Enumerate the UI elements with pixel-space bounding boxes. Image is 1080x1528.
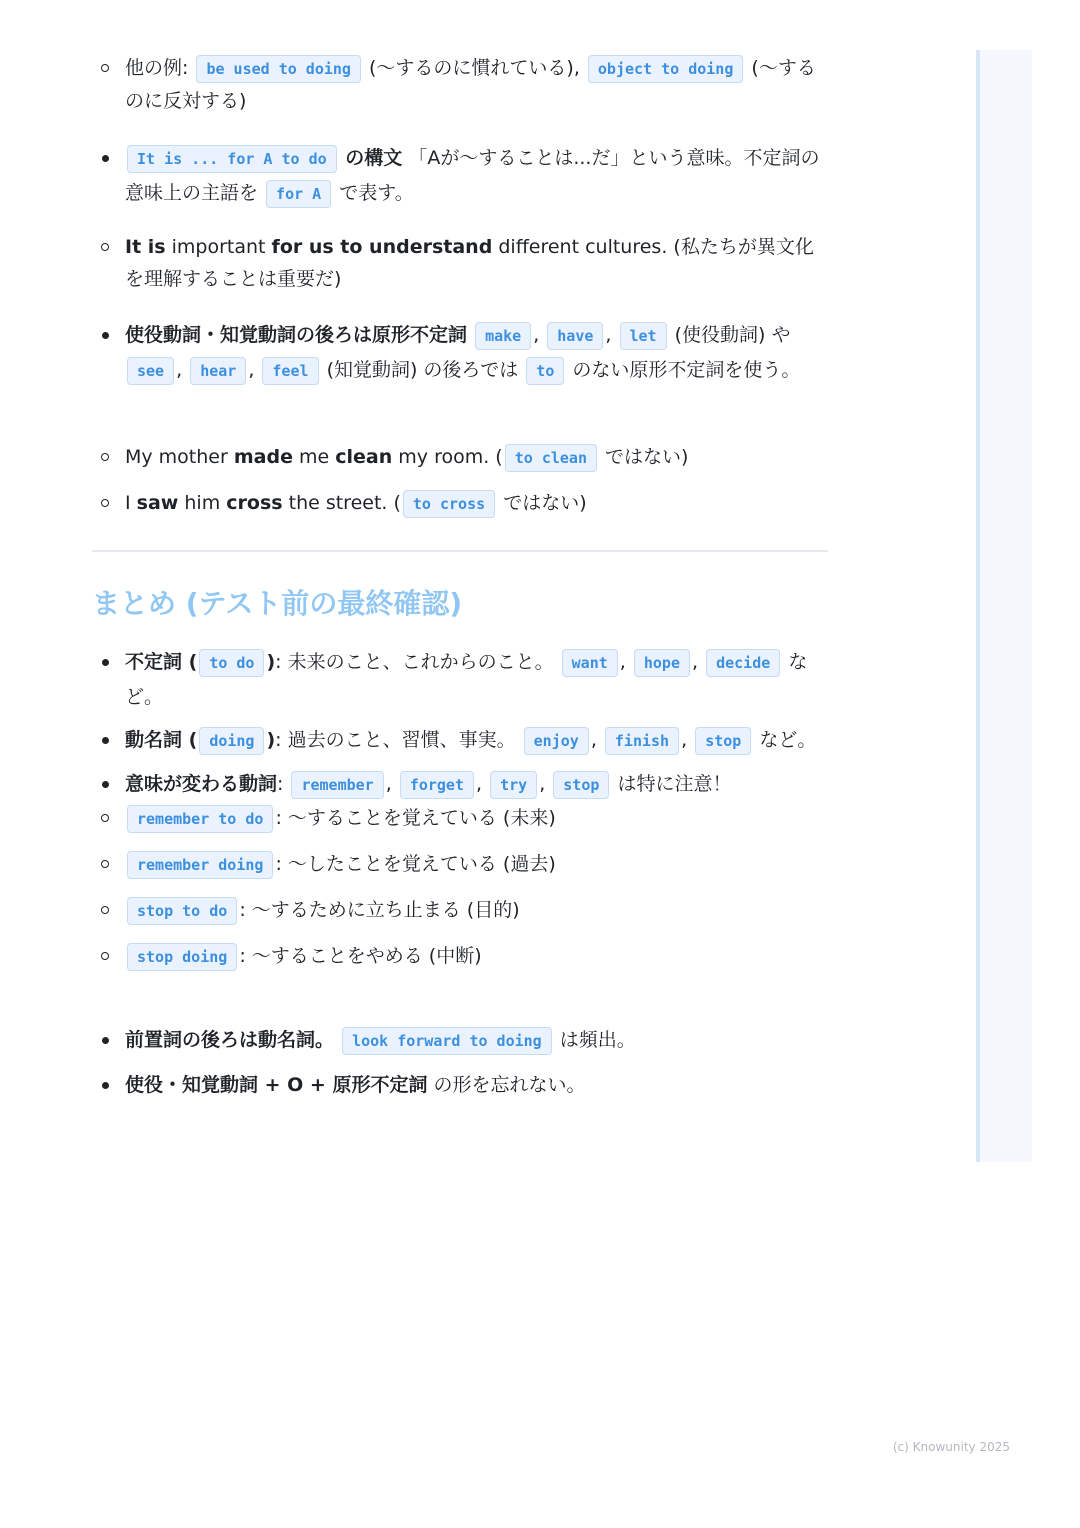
text-span: は頻出。 bbox=[553, 1029, 636, 1051]
summary-item-preposition bbox=[92, 1023, 828, 1058]
code-stop: stop bbox=[553, 771, 609, 799]
code-stop-to-do: stop to do bbox=[127, 897, 237, 925]
bold-span: 動名詞 ( bbox=[125, 729, 198, 751]
bold-span: It is bbox=[125, 236, 166, 258]
text-span: My mother bbox=[125, 446, 234, 468]
construction-example-list bbox=[92, 231, 828, 295]
text-span: : 〜したことを覚えている (過去) bbox=[275, 853, 556, 875]
causative-list bbox=[92, 318, 828, 388]
text-span: で表す。 bbox=[333, 182, 414, 204]
code-make: make bbox=[475, 322, 531, 350]
comma: , bbox=[476, 773, 483, 795]
code-it-is-for-a-to-do: It is ... for A to do bbox=[127, 145, 337, 173]
list-item bbox=[92, 894, 828, 927]
causative-example-list bbox=[92, 441, 828, 520]
text-span: I bbox=[125, 492, 137, 514]
list-item bbox=[92, 940, 828, 973]
code-to-cross: to cross bbox=[403, 490, 495, 518]
summary-list-tail bbox=[92, 1023, 828, 1102]
text-span: ではない) bbox=[598, 446, 689, 468]
text-span: my room. ( bbox=[392, 446, 503, 468]
summary-item-gerund bbox=[92, 723, 828, 758]
bold-span: 不定詞 ( bbox=[125, 651, 198, 673]
other-examples-label: 他の例: bbox=[125, 57, 195, 79]
code-see: see bbox=[127, 357, 174, 385]
code-to: to bbox=[526, 357, 564, 385]
text-span: (〜するのに慣れている), bbox=[362, 57, 586, 79]
list-item-construction bbox=[92, 141, 828, 211]
text-span: (使役動詞) や bbox=[668, 324, 791, 346]
code-feel: feel bbox=[262, 357, 318, 385]
comma: , bbox=[539, 773, 546, 795]
comma: , bbox=[248, 359, 255, 381]
list-item-causative bbox=[92, 318, 828, 388]
code-stop-doing: stop doing bbox=[127, 943, 237, 971]
section-divider bbox=[92, 550, 828, 552]
sidebar-panel bbox=[976, 50, 1032, 1162]
text-span: me bbox=[292, 446, 336, 468]
code-object-to-doing: object to doing bbox=[588, 55, 743, 83]
text-span: the street. ( bbox=[282, 492, 401, 514]
code-decide: decide bbox=[706, 649, 780, 677]
code-be-used-to-doing: be used to doing bbox=[196, 55, 361, 83]
list-item bbox=[92, 52, 828, 117]
text-span: など。 bbox=[753, 729, 817, 751]
text-span: : bbox=[277, 773, 290, 795]
code-for-a: for A bbox=[266, 180, 331, 208]
text-span: (知覚動詞) の後ろでは bbox=[320, 359, 525, 381]
code-have: have bbox=[547, 322, 603, 350]
summary-item-causative-form bbox=[92, 1068, 828, 1102]
code-enjoy: enjoy bbox=[524, 727, 589, 755]
text-span: など。 bbox=[125, 651, 808, 708]
bold-span: 使役・知覚動詞 + O + 原形不定詞 bbox=[125, 1074, 428, 1096]
text-span: : 〜することをやめる (中断) bbox=[239, 945, 482, 967]
bold-span: clean bbox=[335, 446, 393, 468]
text-span: ではない) bbox=[497, 492, 587, 514]
code-hope: hope bbox=[634, 649, 690, 677]
copyright-footer: (c) Knowunity 2025 bbox=[892, 1440, 1010, 1454]
code-want: want bbox=[562, 649, 618, 677]
text-span: important bbox=[165, 236, 272, 258]
causative-heading: 使役動詞・知覚動詞の後ろは原形不定詞 bbox=[125, 324, 468, 346]
construction-list bbox=[92, 141, 828, 211]
text-span: 「Aが〜することは...だ」という意味。不定詞の意味上の主語を bbox=[125, 147, 820, 204]
comma: , bbox=[681, 729, 688, 751]
list-item bbox=[92, 802, 828, 835]
text-span: different cultures. (私たちが異文化を理解することは重要だ) bbox=[125, 236, 814, 290]
other-examples-list bbox=[92, 52, 828, 117]
comma: , bbox=[605, 324, 612, 346]
text-span: : 〜することを覚えている (未来) bbox=[275, 807, 556, 829]
text-span: のない原形不定詞を使う。 bbox=[566, 359, 801, 381]
code-to-do: to do bbox=[199, 649, 264, 677]
code-let: let bbox=[620, 322, 667, 350]
summary-list bbox=[92, 645, 828, 973]
text-span: (〜するのに反対する) bbox=[125, 57, 816, 112]
bold-span: made bbox=[233, 446, 293, 468]
list-item bbox=[92, 231, 828, 295]
code-forget: forget bbox=[400, 771, 474, 799]
comma: , bbox=[692, 651, 699, 673]
text-span: : 過去のこと、習慣、事実。 bbox=[275, 729, 516, 751]
bold-span: saw bbox=[136, 492, 179, 514]
bold-span: ) bbox=[266, 651, 276, 673]
comma: , bbox=[590, 729, 597, 751]
summary-item-meaning-change bbox=[92, 767, 828, 973]
comma: , bbox=[385, 773, 392, 795]
code-remember-doing: remember doing bbox=[127, 851, 273, 879]
text-span: の形を忘れない。 bbox=[427, 1074, 586, 1096]
list-item bbox=[92, 487, 828, 520]
code-hear: hear bbox=[190, 357, 246, 385]
code-try: try bbox=[490, 771, 537, 799]
bold-span: 意味が変わる動詞 bbox=[125, 773, 278, 795]
text-span: : 〜するために立ち止まる (目的) bbox=[239, 899, 520, 921]
code-remember-to-do: remember to do bbox=[127, 805, 273, 833]
comma: , bbox=[533, 324, 540, 346]
meaning-change-sublist bbox=[92, 802, 828, 973]
comma: , bbox=[176, 359, 183, 381]
code-finish: finish bbox=[605, 727, 679, 755]
text-span: : 未来のこと、これからのこと。 bbox=[275, 651, 554, 673]
bold-span: cross bbox=[226, 492, 283, 514]
text-span: him bbox=[178, 492, 227, 514]
code-doing: doing bbox=[199, 727, 264, 755]
bold-span: 前置詞の後ろは動名詞。 bbox=[125, 1029, 335, 1051]
list-item bbox=[92, 441, 828, 474]
list-item bbox=[92, 848, 828, 881]
code-to-clean: to clean bbox=[505, 444, 597, 472]
code-remember: remember bbox=[291, 771, 383, 799]
bold-span: for us to understand bbox=[271, 236, 493, 258]
summary-heading: まとめ (テスト前の最終確認) bbox=[92, 587, 463, 620]
construction-heading: の構文 bbox=[338, 147, 403, 169]
bold-span: ) bbox=[266, 729, 276, 751]
code-stop: stop bbox=[695, 727, 751, 755]
summary-item-infinitive bbox=[92, 645, 828, 714]
code-look-forward-to-doing: look forward to doing bbox=[342, 1027, 552, 1055]
comma: , bbox=[619, 651, 626, 673]
text-span: は特に注意！ bbox=[611, 773, 732, 795]
